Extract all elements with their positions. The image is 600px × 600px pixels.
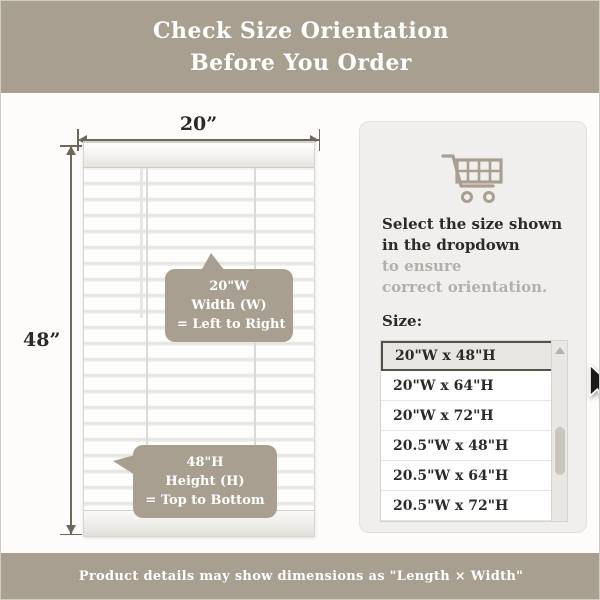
- dropdown-scrollbar[interactable]: [551, 341, 567, 521]
- height-dimension-label: 48”: [21, 323, 62, 357]
- dropdown-option-0[interactable]: 20"W x 48"H: [381, 341, 567, 371]
- header-title-line-1: Check Size Orientation: [153, 18, 449, 44]
- height-arrow-line: [70, 145, 72, 535]
- width-callout-line-1: 20"W: [209, 279, 249, 294]
- width-callout-tail: [201, 253, 225, 271]
- height-callout-line-2: Height (H): [165, 474, 245, 489]
- width-dimension-label: 20”: [172, 113, 225, 135]
- height-dimension-arrow: [23, 145, 81, 535]
- height-callout-line-1: 48"H: [186, 455, 224, 470]
- instruction-line-4: correct orientation.: [382, 278, 548, 296]
- dropdown-option-2[interactable]: 20"W x 72"H: [381, 401, 567, 431]
- footer-note: Product details may show dimensions as "Length × Width": [78, 568, 524, 584]
- dropdown-option-4[interactable]: 20.5"W x 64"H: [381, 461, 567, 491]
- mouse-cursor-icon: [588, 364, 600, 411]
- height-callout-bubble: [133, 445, 277, 518]
- width-callout-line-2: Width (W): [191, 298, 267, 313]
- shopping-cart-icon: [441, 152, 505, 209]
- dropdown-option-5[interactable]: 20.5"W x 72"H: [381, 491, 567, 521]
- size-field-label: Size:: [382, 312, 423, 330]
- order-instruction-panel: [359, 121, 587, 533]
- blind-diagram: [15, 101, 345, 549]
- footer-banner: [1, 553, 600, 599]
- height-arrow-head-top: [66, 146, 76, 155]
- dropdown-option-3[interactable]: 20.5"W x 48"H: [381, 431, 567, 461]
- height-callout-line-3: = Top to Bottom: [145, 493, 265, 508]
- height-arrow-head-bottom: [66, 525, 76, 534]
- instruction-line-3: to ensure: [382, 257, 462, 275]
- blind-tilt-wand: [140, 168, 143, 318]
- dropdown-option-1[interactable]: 20"W x 64"H: [381, 371, 567, 401]
- header-banner: [1, 1, 600, 93]
- width-callout-line-3: = Left to Right: [177, 317, 286, 332]
- scrollbar-thumb[interactable]: [555, 427, 565, 475]
- instruction-line-2: in the dropdown: [382, 236, 520, 254]
- scroll-up-arrow-icon[interactable]: [555, 347, 565, 354]
- blind-headrail: [83, 142, 315, 168]
- instruction-text: [382, 214, 574, 298]
- height-callout-tail: [113, 455, 135, 475]
- size-dropdown-list[interactable]: [380, 340, 568, 522]
- instruction-line-1: Select the size shown: [382, 215, 563, 233]
- width-callout-bubble: [165, 269, 293, 342]
- header-title-line-2: Before You Order: [190, 50, 412, 76]
